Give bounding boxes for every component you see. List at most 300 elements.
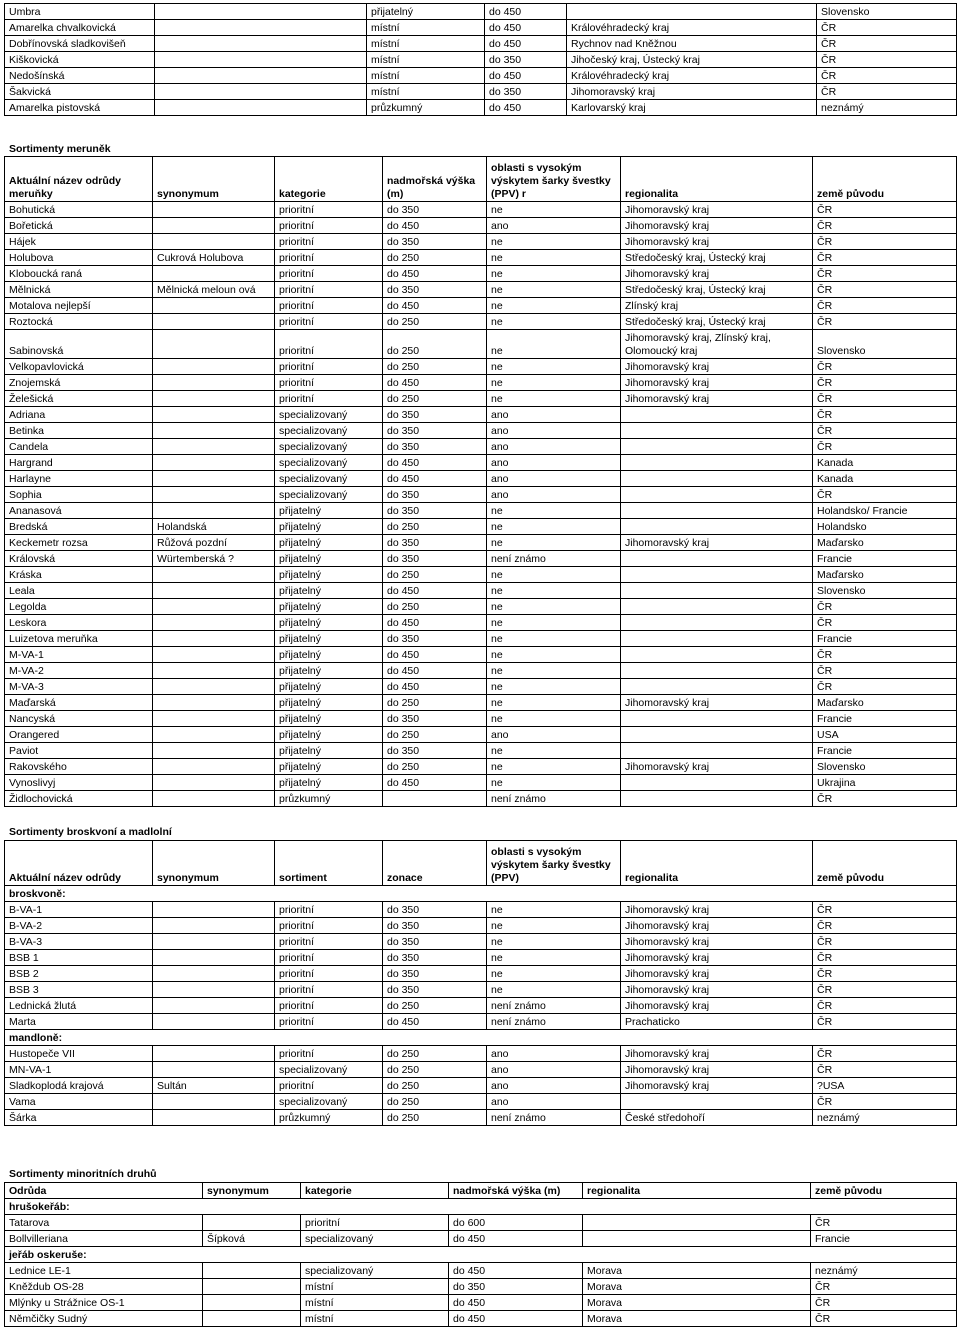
table-cell: místní [367, 36, 485, 52]
table-cell [153, 298, 275, 314]
table-cell: Kanada [813, 471, 957, 487]
table-cell: do 450 [485, 20, 567, 36]
table-cell: prioritní [275, 202, 383, 218]
table-cell: Mělnická [5, 282, 153, 298]
table-cell: prioritní [275, 314, 383, 330]
header-row [5, 157, 957, 202]
table-cell: ne [487, 934, 621, 950]
table-cell: do 250 [383, 359, 487, 375]
table-cell: přijatelný [275, 663, 383, 679]
table-cell: přijatelný [275, 759, 383, 775]
table-cell: Jihomoravský kraj [621, 982, 813, 998]
table-row [5, 471, 957, 487]
table-cell: Leala [5, 583, 153, 599]
group-label: jeřáb oskeruše: [5, 1247, 957, 1263]
table-row [5, 535, 957, 551]
minor-section-title: Sortimenty minoritních druhů [9, 1168, 157, 1180]
table-cell [383, 791, 487, 807]
table-cell: Jihomoravský kraj [621, 535, 813, 551]
table-cell [621, 791, 813, 807]
table-cell [153, 663, 275, 679]
table-row [5, 966, 957, 982]
table-cell [155, 84, 367, 100]
table-cell: Jihočeský kraj, Ústecký kraj [567, 52, 817, 68]
table-cell: specializovaný [275, 487, 383, 503]
table-cell [153, 218, 275, 234]
table-cell: do 350 [383, 535, 487, 551]
table-cell: Kněždub OS-28 [5, 1279, 203, 1295]
table-cell: místní [301, 1279, 449, 1295]
table-cell: Šárka [5, 1110, 153, 1126]
table-row [5, 695, 957, 711]
table-cell [153, 679, 275, 695]
table-cell: ČR [811, 1295, 957, 1311]
column-header: země původu [813, 841, 957, 886]
table-row [5, 234, 957, 250]
column-header: regionalita [621, 157, 813, 202]
table-cell: Vama [5, 1094, 153, 1110]
table-cell: Nedošínská [5, 68, 155, 84]
table-row [5, 375, 957, 391]
table-cell [621, 487, 813, 503]
table-cell: není známo [487, 551, 621, 567]
table-cell: Candela [5, 439, 153, 455]
table-cell: Velkopavlovická [5, 359, 153, 375]
table-cell [153, 455, 275, 471]
table-cell [153, 934, 275, 950]
table-cell: do 450 [383, 583, 487, 599]
table-cell: prioritní [275, 250, 383, 266]
table-cell: Šípková [203, 1231, 301, 1247]
table-cell: do 350 [383, 503, 487, 519]
table-cell [153, 503, 275, 519]
table-cell: specializovaný [275, 471, 383, 487]
table-row [5, 202, 957, 218]
table-cell: ČR [813, 423, 957, 439]
table-cell: Vynoslivyj [5, 775, 153, 791]
table-cell: Bredská [5, 519, 153, 535]
table-cell: ČR [813, 679, 957, 695]
table-cell: neznámý [813, 1110, 957, 1126]
table-cell: ČR [817, 20, 957, 36]
table-cell [621, 679, 813, 695]
table-cell: Morava [583, 1263, 811, 1279]
table-cell: do 250 [383, 1062, 487, 1078]
table-cell: Bollvilleriana [5, 1231, 203, 1247]
table-cell: ne [487, 234, 621, 250]
table-cell: Francie [813, 743, 957, 759]
table-cell: Slovensko [813, 330, 957, 359]
table-cell [153, 599, 275, 615]
table-row [5, 1295, 957, 1311]
group-label: hrušokeřáb: [5, 1199, 957, 1215]
table-cell: ČR [813, 663, 957, 679]
table-cell: Prachaticko [621, 1014, 813, 1030]
table-cell [621, 583, 813, 599]
table-cell: ČR [813, 234, 957, 250]
table-cell [203, 1295, 301, 1311]
table-cell: do 350 [383, 439, 487, 455]
table-cell: BSB 1 [5, 950, 153, 966]
table-cell [153, 439, 275, 455]
table-cell: ne [487, 759, 621, 775]
table-cell: ano [487, 1046, 621, 1062]
table-cell: Jihomoravský kraj [621, 218, 813, 234]
column-header: synonymum [153, 841, 275, 886]
table-cell: specializovaný [275, 1094, 383, 1110]
table-cell: ČR [813, 647, 957, 663]
table-cell: prioritní [275, 218, 383, 234]
table-cell: ČR [813, 918, 957, 934]
table-cell: Němčičky Sudný [5, 1311, 203, 1327]
table-cell [153, 998, 275, 1014]
table-cell [153, 743, 275, 759]
table-cell [153, 615, 275, 631]
table-cell: ano [487, 439, 621, 455]
table-cell: prioritní [275, 1078, 383, 1094]
table-cell: ne [487, 918, 621, 934]
table-row [5, 455, 957, 471]
table-cell [153, 471, 275, 487]
table-cell [621, 519, 813, 535]
table-cell: ne [487, 631, 621, 647]
table-cell: ČR [813, 1094, 957, 1110]
table-row [5, 20, 957, 36]
table-cell: přijatelný [275, 503, 383, 519]
table-cell: prioritní [275, 330, 383, 359]
table-cell: Adriana [5, 407, 153, 423]
table-cell: Marta [5, 1014, 153, 1030]
table-cell: ČR [813, 314, 957, 330]
table-row [5, 599, 957, 615]
table-cell: Jihomoravský kraj [621, 934, 813, 950]
table-row [5, 503, 957, 519]
table-cell: Ukrajina [813, 775, 957, 791]
table-cell: prioritní [275, 282, 383, 298]
column-header: oblasti s vysokým výskytem šarky švestky (PPV) [487, 841, 621, 886]
table-cell: ano [487, 407, 621, 423]
table-cell: Jihomoravský kraj [621, 1046, 813, 1062]
table-cell: do 250 [383, 695, 487, 711]
table-cell: Harlayne [5, 471, 153, 487]
peach-almond-table [4, 840, 957, 1126]
table-cell: Slovensko [817, 4, 957, 20]
table-cell: Královská [5, 551, 153, 567]
table-cell: místní [367, 68, 485, 84]
table-cell: Mlýnky u Strážnice OS-1 [5, 1295, 203, 1311]
table-cell: do 350 [383, 282, 487, 298]
table-cell: Morava [583, 1311, 811, 1327]
table-row [5, 902, 957, 918]
table-cell: ano [487, 727, 621, 743]
table-cell: přijatelný [275, 743, 383, 759]
table-row [5, 982, 957, 998]
table-cell: ne [487, 314, 621, 330]
table-cell: přijatelný [275, 775, 383, 791]
table-cell: ano [487, 218, 621, 234]
table-cell: prioritní [275, 298, 383, 314]
table-cell [621, 423, 813, 439]
table-cell: prioritní [275, 375, 383, 391]
table-cell: ČR [813, 375, 957, 391]
table-row [5, 759, 957, 775]
table-cell: do 450 [383, 298, 487, 314]
apricot-section-title: Sortimenty meruněk [9, 143, 111, 155]
table-cell: Orangered [5, 727, 153, 743]
table-cell: do 250 [383, 314, 487, 330]
table-cell: ne [487, 298, 621, 314]
table-cell [153, 202, 275, 218]
table-cell [621, 631, 813, 647]
table-cell: do 350 [383, 407, 487, 423]
table-cell [153, 330, 275, 359]
table-cell: do 350 [383, 711, 487, 727]
table-cell [153, 759, 275, 775]
table-cell: prioritní [275, 934, 383, 950]
table-cell: Holandská [153, 519, 275, 535]
table-cell [153, 391, 275, 407]
table-row [5, 918, 957, 934]
table-cell [153, 631, 275, 647]
table-row [5, 567, 957, 583]
table-cell [203, 1279, 301, 1295]
table-cell: ne [487, 950, 621, 966]
column-header: regionalita [583, 1183, 811, 1199]
group-row [5, 886, 957, 902]
table-cell: prioritní [275, 950, 383, 966]
table-cell [621, 439, 813, 455]
table-cell: do 250 [383, 250, 487, 266]
table-cell: Francie [813, 551, 957, 567]
table-cell: do 350 [383, 950, 487, 966]
column-header: synonymum [203, 1183, 301, 1199]
table-cell: Cukrová Holubova [153, 250, 275, 266]
table-cell: ČR [811, 1279, 957, 1295]
table-cell: do 350 [383, 743, 487, 759]
table-cell [153, 266, 275, 282]
table-cell [153, 359, 275, 375]
table-cell: Luizetova meruňka [5, 631, 153, 647]
table-cell: Jihomoravský kraj [621, 202, 813, 218]
table-row [5, 1311, 957, 1327]
table-cell: ČR [813, 998, 957, 1014]
table-cell: Jihomoravský kraj [621, 266, 813, 282]
table-cell: Holandsko/ Francie [813, 503, 957, 519]
table-cell: Maďarsko [813, 695, 957, 711]
table-cell: B-VA-1 [5, 902, 153, 918]
table-cell: do 450 [449, 1263, 583, 1279]
table-cell: specializovaný [275, 455, 383, 471]
table-cell [153, 567, 275, 583]
table-cell: ne [487, 202, 621, 218]
table-cell: neznámý [817, 100, 957, 116]
table-cell: ČR [813, 439, 957, 455]
table-cell: Zlínský kraj [621, 298, 813, 314]
table-row [5, 391, 957, 407]
table-cell: ČR [813, 791, 957, 807]
table-cell: do 350 [383, 631, 487, 647]
table-cell: Jihomoravský kraj [621, 998, 813, 1014]
table-cell: Roztocká [5, 314, 153, 330]
table-cell [621, 567, 813, 583]
table-row [5, 791, 957, 807]
table-cell: Jihomoravský kraj [621, 1062, 813, 1078]
column-header: sortiment [275, 841, 383, 886]
table-cell: do 250 [383, 567, 487, 583]
table-cell: do 250 [383, 1078, 487, 1094]
table-cell: Královéhradecký kraj [567, 68, 817, 84]
table-cell: přijatelný [275, 599, 383, 615]
table-cell: do 450 [485, 100, 567, 116]
table-cell: ne [487, 391, 621, 407]
table-cell: Jihomoravský kraj [621, 234, 813, 250]
table-cell: přijatelný [275, 551, 383, 567]
table-cell: do 600 [449, 1215, 583, 1231]
column-header: Odrůda [5, 1183, 203, 1199]
table-cell [153, 966, 275, 982]
table-cell: prioritní [275, 266, 383, 282]
table-cell: do 450 [485, 4, 567, 20]
table-cell: Amarelka pistovská [5, 100, 155, 116]
table-cell: do 350 [485, 52, 567, 68]
table-cell: do 350 [383, 487, 487, 503]
minor-species-table [4, 1182, 957, 1327]
table-row [5, 519, 957, 535]
table-cell: specializovaný [275, 1062, 383, 1078]
table-cell: ČR [813, 407, 957, 423]
table-cell: ČR [813, 266, 957, 282]
table-cell: místní [367, 20, 485, 36]
table-row [5, 4, 957, 20]
table-cell: ČR [817, 68, 957, 84]
table-cell [153, 234, 275, 250]
column-header: kategorie [275, 157, 383, 202]
table-cell: přijatelný [275, 727, 383, 743]
group-row [5, 1247, 957, 1263]
table-cell: Hustopeče VII [5, 1046, 153, 1062]
table-cell: Bořetická [5, 218, 153, 234]
table-row [5, 439, 957, 455]
table-cell [153, 487, 275, 503]
column-header: Aktuální název odrůdy [5, 841, 153, 886]
table-row [5, 1231, 957, 1247]
table-cell: ?USA [813, 1078, 957, 1094]
table-cell [567, 4, 817, 20]
table-row [5, 615, 957, 631]
table-cell: místní [301, 1311, 449, 1327]
table-cell: do 450 [383, 218, 487, 234]
table-cell [155, 4, 367, 20]
table-cell: USA [813, 727, 957, 743]
column-header: země původu [813, 157, 957, 202]
table-cell [153, 902, 275, 918]
table-cell: přijatelný [275, 647, 383, 663]
table-cell: Jihomoravský kraj [621, 950, 813, 966]
table-cell: Francie [813, 711, 957, 727]
table-cell: Kloboucká raná [5, 266, 153, 282]
table-cell: ne [487, 583, 621, 599]
table-cell [621, 455, 813, 471]
table-cell [621, 775, 813, 791]
table-cell: přijatelný [275, 519, 383, 535]
table-row [5, 775, 957, 791]
table-cell: prioritní [275, 982, 383, 998]
table-cell: prioritní [275, 391, 383, 407]
table-cell: specializovaný [275, 439, 383, 455]
group-row [5, 1199, 957, 1215]
table-cell [153, 423, 275, 439]
table-cell: Kiškovická [5, 52, 155, 68]
table-cell: Leskora [5, 615, 153, 631]
table-cell [153, 727, 275, 743]
table-cell: ne [487, 679, 621, 695]
table-cell [153, 918, 275, 934]
table-cell: Keckemetr rozsa [5, 535, 153, 551]
table-cell [621, 471, 813, 487]
table-cell: ne [487, 519, 621, 535]
table-cell: do 250 [383, 727, 487, 743]
table-cell [203, 1311, 301, 1327]
table-cell: ne [487, 359, 621, 375]
table-cell: Paviot [5, 743, 153, 759]
table-row [5, 1263, 957, 1279]
table-cell: ne [487, 375, 621, 391]
table-cell [155, 52, 367, 68]
table-row [5, 314, 957, 330]
table-cell: ČR [813, 218, 957, 234]
table-cell [153, 647, 275, 663]
table-cell: průzkumný [275, 1110, 383, 1126]
table-cell: není známo [487, 998, 621, 1014]
table-cell [153, 407, 275, 423]
column-header: kategorie [301, 1183, 449, 1199]
table-cell: ČR [817, 84, 957, 100]
top-varieties-table [4, 3, 957, 116]
table-cell: prioritní [275, 918, 383, 934]
table-cell [153, 375, 275, 391]
table-cell: prioritní [275, 902, 383, 918]
table-cell: ne [487, 695, 621, 711]
table-cell: prioritní [275, 234, 383, 250]
column-header: nadmořská výška (m) [383, 157, 487, 202]
table-cell [153, 1062, 275, 1078]
table-cell: do 350 [383, 551, 487, 567]
table-cell: do 450 [449, 1295, 583, 1311]
table-cell: do 250 [383, 998, 487, 1014]
column-header: Aktuální název odrůdy meruňky [5, 157, 153, 202]
table-cell: Morava [583, 1279, 811, 1295]
table-cell [153, 1110, 275, 1126]
table-cell: Královéhradecký kraj [567, 20, 817, 36]
table-cell [155, 20, 367, 36]
table-cell [621, 503, 813, 519]
table-row [5, 282, 957, 298]
table-cell: přijatelný [275, 615, 383, 631]
table-cell: do 450 [485, 68, 567, 84]
table-cell: Sophia [5, 487, 153, 503]
table-cell: ne [487, 330, 621, 359]
table-cell: M-VA-2 [5, 663, 153, 679]
table-cell: Kanada [813, 455, 957, 471]
table-cell: Růžová pozdní [153, 535, 275, 551]
table-cell: ČR [813, 982, 957, 998]
table-cell: Šakvická [5, 84, 155, 100]
table-cell: Jihomoravský kraj [567, 84, 817, 100]
table-cell: ČR [811, 1215, 957, 1231]
table-row [5, 298, 957, 314]
table-cell: ne [487, 775, 621, 791]
group-label: broskvoně: [5, 886, 957, 902]
